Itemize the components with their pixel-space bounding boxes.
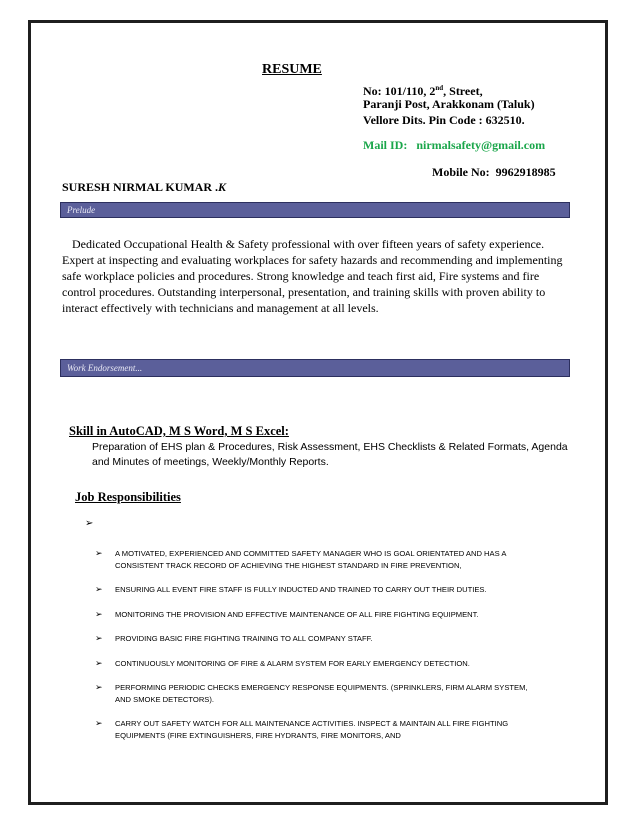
mail-label: Mail ID:: [363, 138, 408, 152]
list-item: ➢ PROVIDING BASIC FIRE FIGHTING TRAINING TO ALL COMPANY STAFF.: [95, 633, 373, 643]
list-item: ➢ CARRY OUT SAFETY WATCH FOR ALL MAINTENANCE ACTIVITIES. INSPECT & MAINTAIN ALL FIRE FIGHTING EQUIPMENTS (FIRE EXTINGUISHERS, FIRE HYDRANTS, FIRE MONITORS, AND: [95, 718, 509, 740]
arrow-bullet-icon: ➢: [95, 657, 103, 668]
mail-id: [363, 138, 545, 153]
arrow-bullet-icon: ➢: [85, 518, 94, 529]
arrow-bullet-icon: ➢: [95, 584, 103, 594]
list-item: ➢ ENSURING ALL EVENT FIRE STAFF IS FULLY INDUCTED AND TRAINED TO CARRY OUT THEIR DUTIES.: [95, 584, 487, 594]
arrow-bullet-icon: ➢: [95, 548, 103, 558]
name-text: SURESH NIRMAL KUMAR .: [62, 180, 219, 194]
name-initial: K: [218, 180, 227, 194]
resume-title: RESUME: [262, 62, 322, 77]
work-endorsement-bar: Work Endorsement...: [60, 359, 570, 377]
arrow-bullet-icon: ➢: [95, 718, 103, 728]
mobile-label: Mobile No:: [432, 165, 490, 179]
skill-heading: Skill in AutoCAD, M S Word, M S Excel:: [69, 424, 289, 438]
arrow-bullet-icon: ➢: [95, 608, 103, 619]
address-line-1: No: 101/110, 2nd, Street,: [363, 84, 483, 98]
list-item: ➢ CONTINUOUSLY MONITORING OF FIRE & ALARM SYSTEM FOR EARLY EMERGENCY DETECTION.: [95, 657, 470, 668]
arrow-bullet-icon: ➢: [95, 682, 103, 692]
list-item: ➢ A MOTIVATED, EXPERIENCED AND COMMITTED SAFETY MANAGER WHO IS GOAL ORIENTATED AND HAS A CONSISTENT TRACK RECORD OF ACHIEVING THE HIGHEST STANDARD IN FIRE PREVENTION,: [95, 548, 506, 570]
list-item: ➢ MONITORING THE PROVISION AND EFFECTIVE MAINTENANCE OF ALL FIRE FIGHTING EQUIPMENT.: [95, 608, 479, 619]
address-line-3: Vellore Dits. Pin Code : 632510.: [363, 113, 525, 127]
mobile-number: [432, 165, 556, 180]
candidate-name: [62, 180, 226, 195]
skill-description: Preparation of EHS plan & Procedures, Risk Assessment, EHS Checklists & Related Formats, Agenda and Minutes of meetings, Weekly/Monthly Reports.: [92, 441, 568, 468]
address-line-2: Paranji Post, Arakkonam (Taluk): [363, 97, 535, 111]
responsibilities-list: [95, 548, 545, 754]
prelude-section-bar: Prelude: [60, 202, 570, 218]
job-responsibilities-heading: Job Responsibilities: [75, 490, 181, 504]
list-item: ➢ PERFORMING PERIODIC CHECKS EMERGENCY RESPONSE EQUIPMENTS. (SPRINKLERS, FIRM ALARM SYSTEM, AND SMOKE DETECTORS).: [95, 682, 528, 704]
prelude-text: Dedicated Occupational Health & Safety professional with over fifteen years of safety experience. Expert at inspecting and evaluating workplaces for safety hazards and recommending and implementing safe workplace policies and procedures. Strong knowledge and teach first aid, Fire systems and fire control procedures. Outstanding interpersonal, presentation, and training skills with proven ability to interact effectively with technicians and management at all levels.: [62, 237, 563, 315]
arrow-bullet-icon: ➢: [95, 633, 103, 643]
prelude-paragraph: [62, 236, 572, 316]
mail-value: nirmalsafety@gmail.com: [416, 138, 546, 152]
mobile-value: 9962918985: [495, 165, 556, 179]
